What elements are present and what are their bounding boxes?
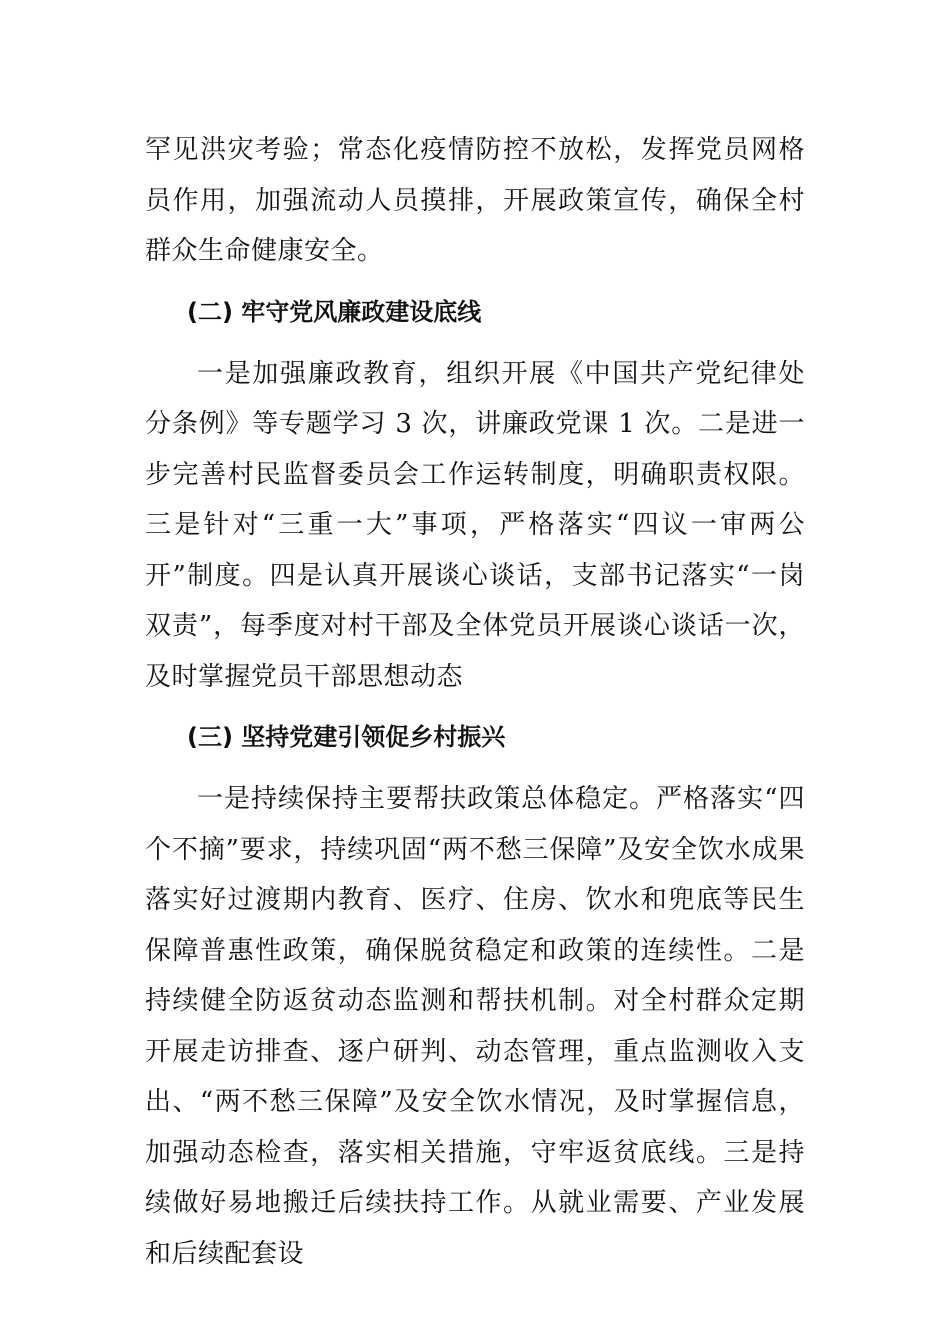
body-paragraph-2: 一是加强廉政教育，组织开展《中国共产党纪律处分条例》等专题学习 3 次，讲廉政党课 1 次。二是进一步完善村民监督委员会工作运转制度，明确职责权限。三是针对“三重一大”事项，严格落实“四议一审两公开”制度。四是认真开展谈心谈话，支部书记落实“一岗双责”，每季度对村干部及全体党员开展谈心谈话一次，及时掌握党员干部思想动态 (145, 358, 805, 692)
section-heading-2: (二) 牢守党风廉政建设底线 (187, 297, 482, 326)
body-paragraph-1: 罕见洪灾考验；常态化疫情防控不放松，发挥党员网格员作用，加强流动人员摸排，开展政策宣传，确保全村群众生命健康安全。 (145, 135, 805, 266)
document-page (145, 125, 805, 1279)
body-paragraph-3: 一是持续保持主要帮扶政策总体稳定。严格落实“四个不摘”要求，持续巩固“两不愁三保障”及安全饮水成果落实好过渡期内教育、医疗、住房、饮水和兜底等民生保障普惠性政策，确保脱贫稳定和政策的连续性。二是持续健全防返贫动态监测和帮扶机制。对全村群众定期开展走访排查、逐户研判、动态管理，重点监测收入支出、“两不愁三保障”及安全饮水情况，及时掌握信息，加强动态检查，落实相关措施，守牢返贫底线。三是持续做好易地搬迁后续扶持工作。从就业需要、产业发展和后续配套设 (145, 784, 805, 1269)
section-heading-3: (三) 坚持党建引领促乡村振兴 (187, 723, 506, 751)
